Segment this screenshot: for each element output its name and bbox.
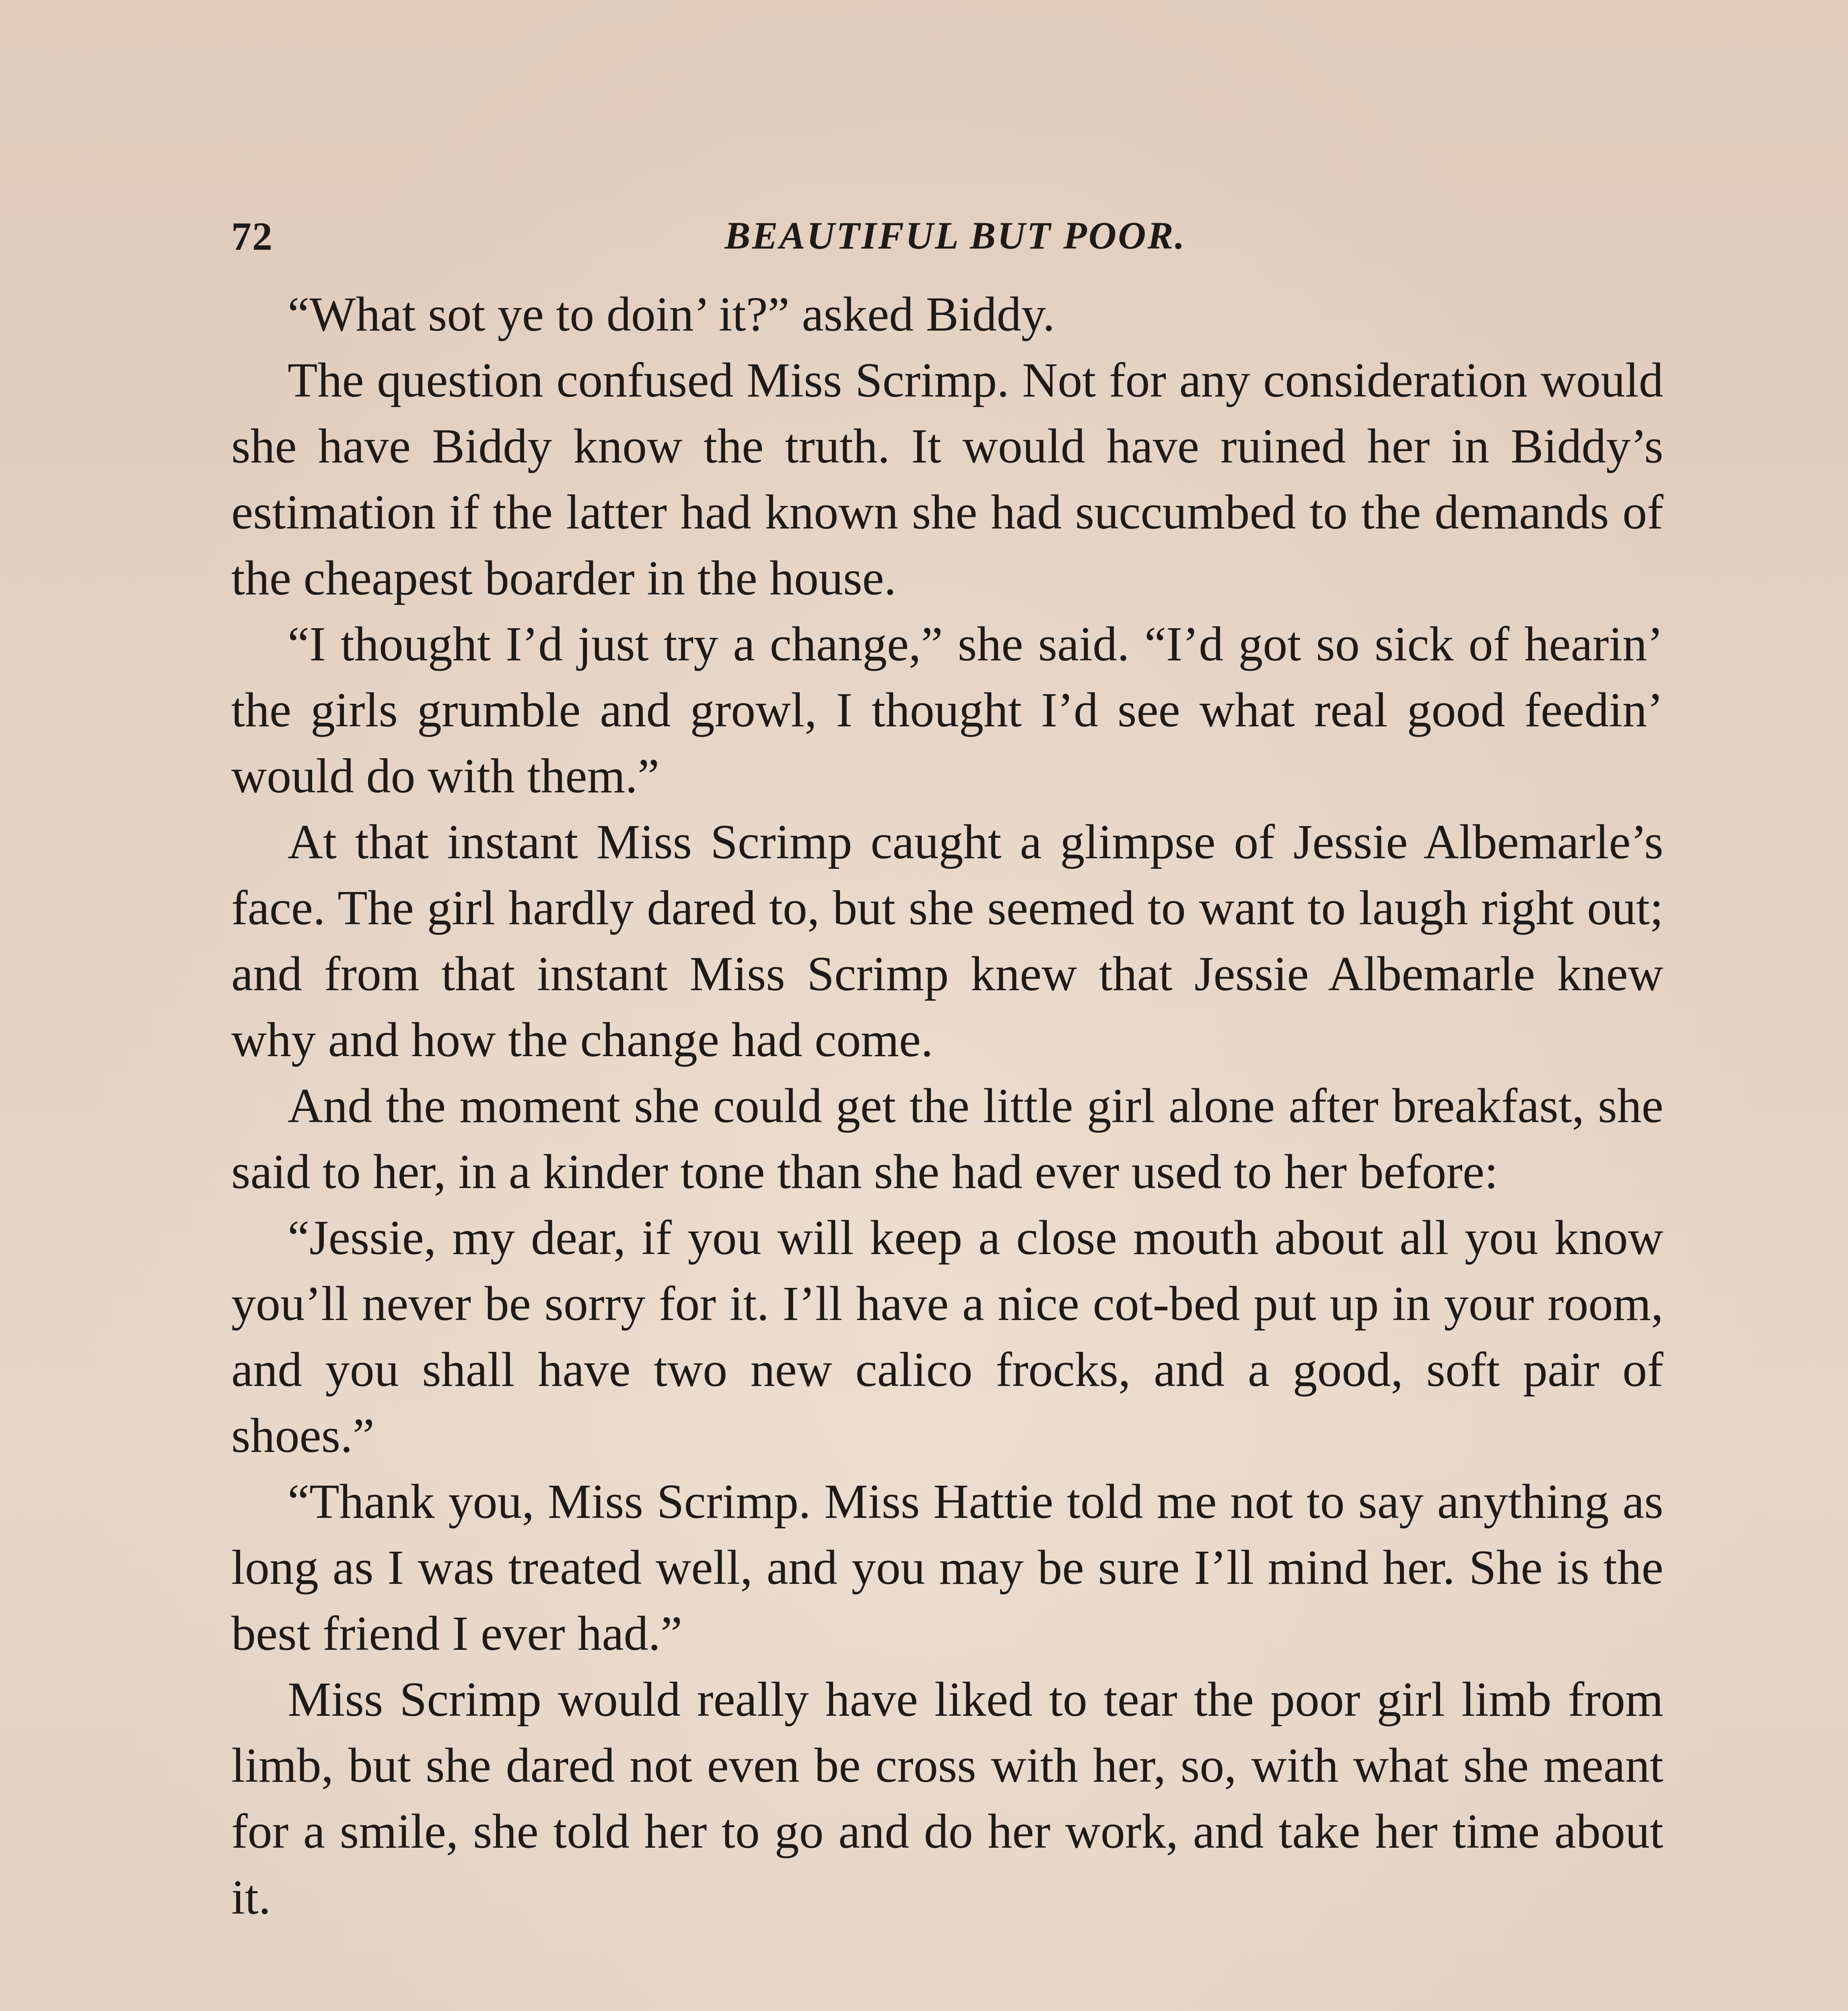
paragraph: And the moment she could get the little girl alone after breakfast, she said to her, in a kinder tone than she had ever used to her before: — [231, 1079, 1663, 1199]
book-page — [231, 201, 1663, 1931]
page-header — [231, 201, 1663, 265]
page-number: 72 — [231, 214, 273, 259]
paragraph: “Jessie, my dear, if you will keep a close mouth about all you know you’ll never be sorry for it. I’ll have a nice cot-bed put up in your room, and you shall have two new calico frocks, and a good, soft pair of shoes.” — [231, 1211, 1663, 1463]
paragraph: At that instant Miss Scrimp caught a glimpse of Jessie Albemarle’s face. The girl hardly dared to, but she seemed to want to laugh right out; and from that instant Miss Scrimp knew that Jessie Albemarle knew why and how the change had come. — [231, 815, 1663, 1067]
page-body — [231, 282, 1663, 1931]
paragraph: The question confused Miss Scrimp. Not for any consideration would she have Biddy know the truth. It would have ruined her in Biddy’s estimation if the latter had known she had succumbed to the demands of the cheapest boarder in the house. — [231, 353, 1663, 605]
running-title: BEAUTIFUL BUT POOR. — [724, 214, 1186, 257]
paragraph: “What sot ye to doin’ it?” asked Biddy. — [288, 287, 1055, 341]
paragraph: “I thought I’d just try a change,” she said. “I’d got so sick of hearin’ the girls grumble and growl, I thought I’d see what real good feedin’ would do with them.” — [231, 617, 1663, 803]
paragraph: Miss Scrimp would really have liked to tear the poor girl limb from limb, but she dared not even be cross with her, so, with what she meant for a smile, she told her to go and do her work, and take her time about it. — [231, 1672, 1663, 1925]
paragraph: “Thank you, Miss Scrimp. Miss Hattie told me not to say anything as long as I was treated well, and you may be sure I’ll mind her. She is the best friend I ever had.” — [231, 1474, 1663, 1661]
